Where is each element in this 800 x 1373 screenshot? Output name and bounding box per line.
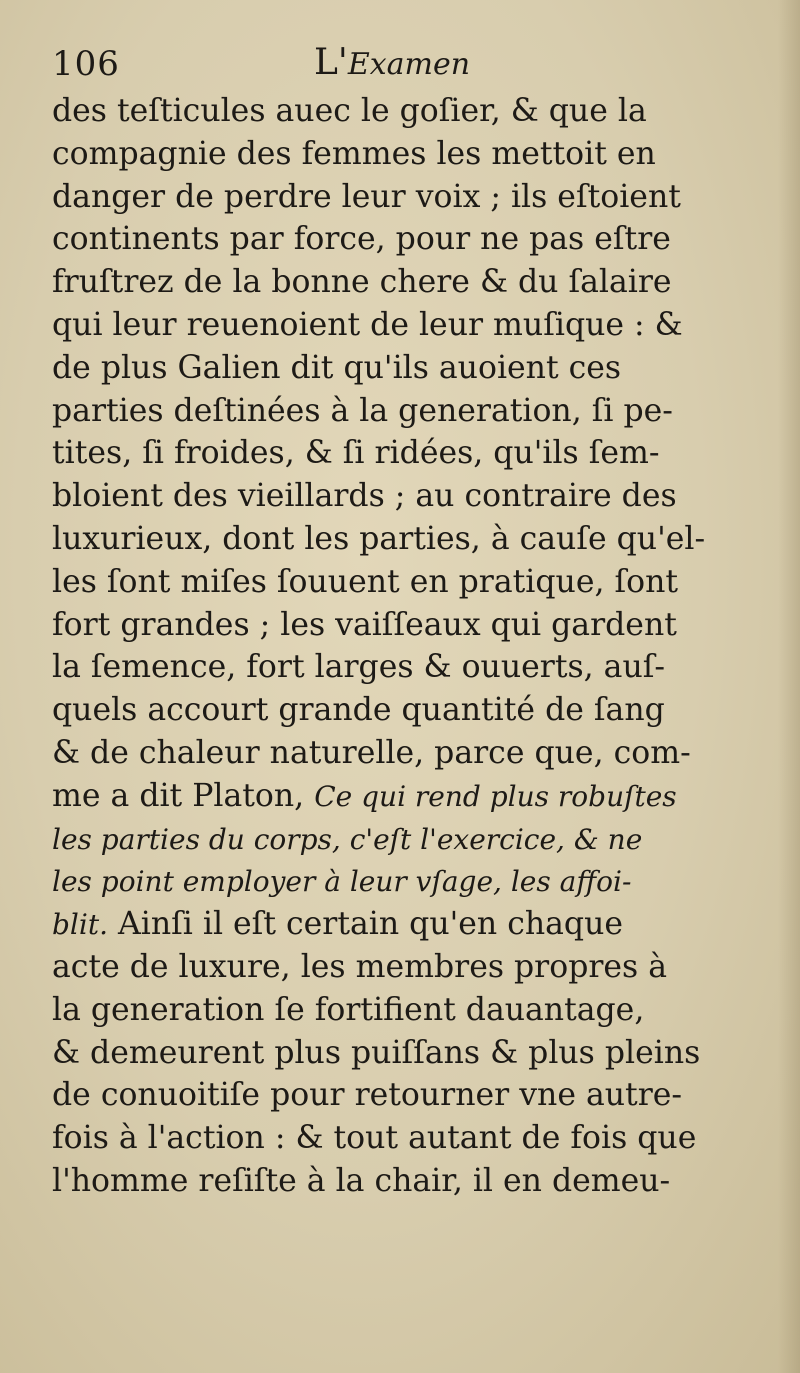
text-line — [52, 518, 742, 561]
text-line — [52, 775, 742, 818]
text-line — [52, 1117, 742, 1160]
text-line — [52, 475, 742, 518]
line-text: luxurieux, dont les parties, à cauſe qu'el- — [52, 520, 706, 557]
line-text: quels accourt grande quantité de ſang — [52, 692, 665, 729]
running-head — [314, 42, 470, 83]
quotation-text: Ce qui rend plus robuſtes — [314, 779, 677, 813]
text-line — [52, 261, 742, 304]
text-line — [52, 432, 742, 475]
line-text: & de chaleur naturelle, parce que, com- — [52, 734, 691, 771]
line-text: des teſticules auec le goſier, & que la — [52, 93, 647, 129]
line-text: Ainſi il eſt certain qu'en chaque — [108, 906, 624, 943]
text-line — [52, 1160, 742, 1203]
text-line — [52, 604, 742, 647]
text-line — [52, 689, 742, 732]
text-line — [52, 1074, 742, 1117]
text-line — [52, 218, 742, 261]
line-text: fort grandes ; les vaiſſeaux qui gardent — [52, 606, 677, 643]
line-text: & demeurent plus puiſſans & plus pleins — [52, 1034, 701, 1071]
line-text: bloient des vieillards ; au contraire des — [52, 478, 677, 515]
line-text: fois à l'action : & tout autant de fois que — [52, 1120, 697, 1157]
line-text: danger de perdre leur voix ; ils eſtoient — [52, 178, 681, 215]
line-text: qui leur reuenoient de leur muſique : & — [52, 306, 683, 343]
line-text: l'homme reſiſte à la chair, il en demeu- — [52, 1162, 671, 1199]
text-line — [52, 561, 742, 604]
text-line — [52, 903, 742, 946]
line-text: de conuoitiſe pour retourner vne autre- — [52, 1077, 683, 1114]
line-text: la generation ſe fortifient dauantage, — [52, 991, 645, 1028]
text-line — [52, 133, 742, 176]
line-text: de plus Galien dit qu'ils auoient ces — [52, 349, 622, 386]
quotation-text: blit. — [52, 908, 108, 942]
page-header — [52, 40, 742, 90]
text-line — [52, 818, 742, 861]
line-text: la ſemence, fort larges & ouuerts, auſ- — [52, 649, 666, 686]
line-text: tites, ſi froides, & ſi ridées, qu'ils ſem- — [52, 435, 660, 472]
text-line — [52, 347, 742, 390]
quotation-text: les parties du corps, c'eſt l'exercice, & ne — [52, 822, 643, 856]
line-text: les ſont miſes ſouuent en pratique, ſont — [52, 563, 679, 600]
line-text: parties deſtinées à la generation, ſi pe- — [52, 392, 673, 429]
page-edge-shadow — [778, 0, 800, 1373]
text-line — [52, 989, 742, 1032]
text-line — [52, 390, 742, 433]
text-line — [52, 646, 742, 689]
quotation-text: les point employer à leur vſage, les affoi- — [52, 865, 632, 899]
line-text: fruſtrez de la bonne chere & du ſalaire — [52, 264, 672, 301]
text-line — [52, 304, 742, 347]
text-line — [52, 90, 742, 133]
line-text: me a dit Platon, — [52, 777, 315, 814]
text-line — [52, 1032, 742, 1075]
body-text — [52, 90, 742, 1203]
text-line — [52, 176, 742, 219]
text-line — [52, 946, 742, 989]
line-text: continents par force, pour ne pas eſtre — [52, 221, 671, 258]
line-text: compagnie des femmes les mettoit en — [52, 135, 656, 172]
running-head-initial: L' — [314, 42, 348, 83]
page-number: 106 — [52, 44, 120, 84]
text-line — [52, 732, 742, 775]
line-text: acte de luxure, les membres propres à — [52, 948, 668, 985]
running-head-rest: Examen — [347, 47, 471, 82]
text-line — [52, 860, 742, 903]
